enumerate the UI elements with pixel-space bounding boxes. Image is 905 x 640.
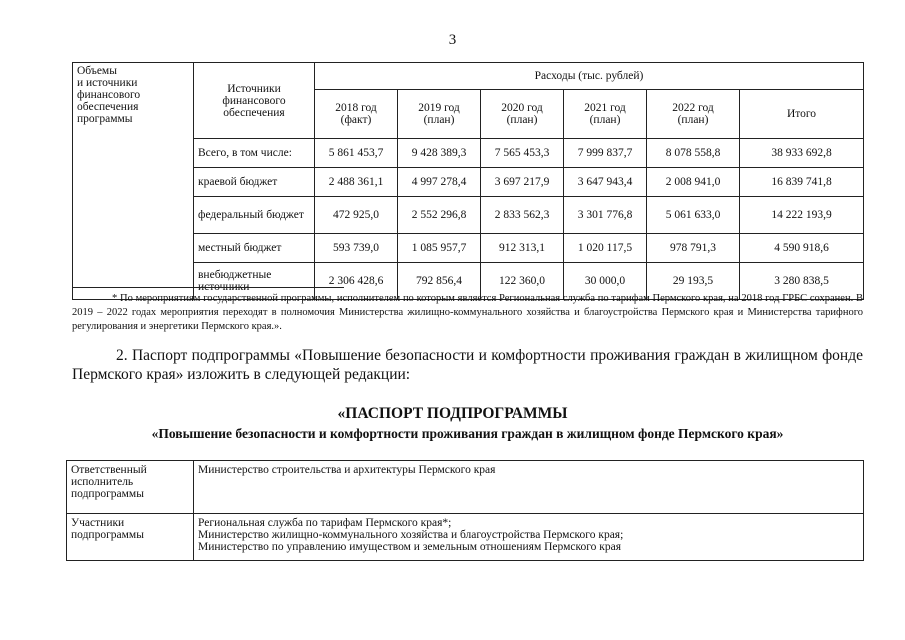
value-cell: 29 193,5 [647,263,740,300]
value-cell: 3 697 217,9 [481,168,564,197]
row-name: федеральный бюджет [194,197,315,234]
finance-label-line: программы [77,113,133,125]
finance-label-line: обеспечения [77,101,139,113]
year-header [564,90,647,139]
body-paragraph: 2. Паспорт подпрограммы «Повышение безопасности и комфортности проживания граждан в жилищном фонде Пермского края» изложить в следующей редакции: [72,347,863,383]
row-name: краевой бюджет [194,168,315,197]
value-cell: 472 925,0 [315,197,398,234]
value-cell: 8 078 558,8 [647,139,740,168]
sources-header [194,63,315,139]
total-cell: 38 933 692,8 [740,139,864,168]
value-cell: 9 428 389,3 [398,139,481,168]
finance-label-line: и источники [77,77,138,89]
value-cell: 30 000,0 [564,263,647,300]
passport-key: Ответственный исполнитель подпрограммы [67,461,194,514]
total-header: Итого [740,90,864,139]
passport-table [66,460,864,561]
value-cell: 1 020 117,5 [564,234,647,263]
total-cell: 14 222 193,9 [740,197,864,234]
value-cell: 3 647 943,4 [564,168,647,197]
value-cell: 3 301 776,8 [564,197,647,234]
year-type: (план) [589,114,621,126]
participant-line: Министерство жилищно-коммунального хозяйства и благоустройства Пермского края; [198,529,624,541]
footnote: * По мероприятиям государственной программы, исполнителем по которым является Региональная служба по тарифам Пермского края, на 2018 год ГРБС сохранен. В 2019 – 2022 годах мероприятия переходят в полномочия Министерства жилищно-коммунального хозяйства и благоустройства Пермского края и Министерства тарифного регулирования и энергетики Пермского края.». [72,293,863,332]
year-label: 2021 год [584,102,626,114]
total-cell: 4 590 918,6 [740,234,864,263]
year-type: (план) [506,114,538,126]
sources-header-line: Источники [227,82,281,95]
year-header [315,90,398,139]
passport-value: Министерство строительства и архитектуры Пермского края [194,461,864,514]
value-cell: 593 739,0 [315,234,398,263]
sources-header-line: финансового [222,94,286,107]
finance-label-line: финансового [77,89,141,101]
year-label: 2022 год [672,102,714,114]
value-cell: 978 791,3 [647,234,740,263]
row-name: Всего, в том числе: [194,139,315,168]
year-header [481,90,564,139]
finance-label-cell [73,63,194,300]
passport-subtitle: «Повышение безопасности и комфортности проживания граждан в жилищном фонде Пермского края» [151,426,784,441]
year-label: 2020 год [501,102,543,114]
value-cell: 2 552 296,8 [398,197,481,234]
footnote-divider [72,287,344,288]
value-cell: 7 565 453,3 [481,139,564,168]
year-type: (факт) [340,114,372,126]
year-header [647,90,740,139]
total-cell: 3 280 838,5 [740,263,864,300]
year-label: 2018 год [335,102,377,114]
value-cell: 2 488 361,1 [315,168,398,197]
participant-line: Министерство по управлению имуществом и земельным отношениям Пермского края [198,541,622,553]
value-cell: 792 856,4 [398,263,481,300]
passport-value [194,514,864,561]
year-type: (план) [677,114,709,126]
value-cell: 2 008 941,0 [647,168,740,197]
row-name: местный бюджет [194,234,315,263]
sources-header-line: обеспечения [223,106,285,119]
value-cell: 912 313,1 [481,234,564,263]
table-row [67,514,864,561]
value-cell: 2 833 562,3 [481,197,564,234]
year-label: 2019 год [418,102,460,114]
expenses-header: Расходы (тыс. рублей) [315,63,864,90]
year-header [398,90,481,139]
passport-key: Участники подпрограммы [67,514,194,561]
participant-line: Региональная служба по тарифам Пермского края*; [198,517,452,529]
page-number: 3 [448,32,457,48]
table-row [67,461,864,514]
value-cell: 122 360,0 [481,263,564,300]
value-cell: 1 085 957,7 [398,234,481,263]
value-cell: 7 999 837,7 [564,139,647,168]
value-cell: 4 997 278,4 [398,168,481,197]
year-type: (план) [423,114,455,126]
finance-label-line: Объемы [77,65,117,77]
value-cell: 2 306 428,6 [315,263,398,300]
row-name: внебюджетные источники [194,263,315,300]
value-cell: 5 861 453,7 [315,139,398,168]
finance-table [72,62,864,300]
passport-title: «ПАСПОРТ ПОДПРОГРАММЫ [337,405,568,422]
value-cell: 5 061 633,0 [647,197,740,234]
total-cell: 16 839 741,8 [740,168,864,197]
